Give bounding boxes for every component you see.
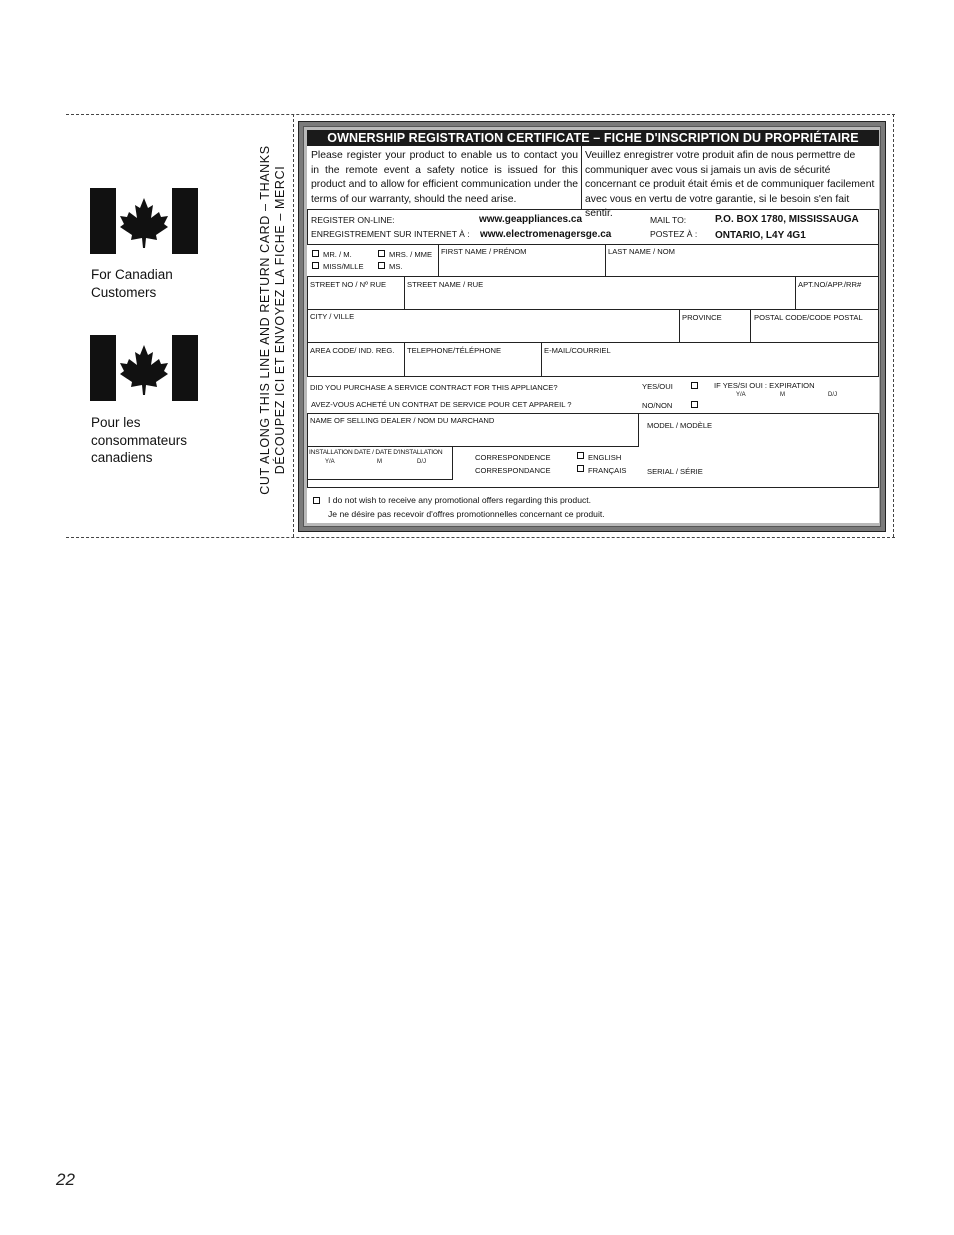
- checkbox-ms[interactable]: [378, 262, 385, 269]
- yes-label: YES/OUI: [642, 382, 673, 391]
- canada-flag-icon: [90, 188, 198, 254]
- installation-day-label: D/J: [417, 459, 426, 465]
- checkbox-francais[interactable]: [577, 465, 584, 472]
- model-label: MODEL / MODÈLE: [647, 421, 713, 430]
- checkbox-optout[interactable]: [313, 497, 320, 504]
- checkbox-mrs[interactable]: [378, 250, 385, 257]
- city-label: CITY / VILLE: [310, 312, 355, 321]
- cut-instructions: [258, 140, 294, 500]
- correspondence-label-en: CORRESPONDENCE: [475, 453, 551, 462]
- mail-address-line2: ONTARIO, L4Y 4G1: [715, 230, 806, 241]
- expiration-label: IF YES/SI OUI : EXPIRATION: [714, 381, 815, 390]
- caption-line: canadiens: [91, 450, 153, 465]
- installation-year-label: Y/A: [325, 459, 335, 465]
- checkbox-mr[interactable]: [312, 250, 319, 257]
- url-french[interactable]: www.electromenagersge.ca: [480, 229, 612, 240]
- caption-line: Pour les: [91, 415, 141, 430]
- last-name-label: LAST NAME / NOM: [608, 247, 675, 256]
- province-label: PROVINCE: [682, 313, 722, 322]
- expiration-month-label: M: [780, 392, 785, 398]
- francais-label: FRANÇAIS: [588, 466, 627, 475]
- canada-flag-icon: [90, 335, 198, 401]
- mail-to-label-fr: POSTEZ À :: [650, 229, 698, 239]
- form-title: OWNERSHIP REGISTRATION CERTIFICATE – FICHE D'INSCRIPTION DU PROPRIÉTAIRE: [307, 130, 879, 146]
- street-no-label: STREET NO / Nº RUE: [310, 280, 387, 289]
- caption-line: consommateurs: [91, 432, 188, 448]
- telephone-label: TELEPHONE/TÉLÉPHONE: [407, 346, 502, 355]
- cut-instruction-fr: DÉCOUPEZ ICI ET ENVOYEZ LA FICHE – MERCI: [273, 165, 287, 475]
- mail-address-line1: P.O. BOX 1780, MISSISSAUGA: [715, 214, 859, 225]
- installation-month-label: M: [377, 459, 382, 465]
- no-label: NO/NON: [642, 401, 673, 410]
- city-field[interactable]: [307, 309, 680, 343]
- intro-english: Please register your product to enable us to contact you in the remote event a safety notice is issued for this product and to allow for efficient communication under the terms of our warranty, should the need arise.: [311, 150, 578, 205]
- expiration-day-label: D/J: [828, 392, 837, 398]
- checkbox-english[interactable]: [577, 452, 584, 459]
- cut-instruction-en: CUT ALONG THIS LINE AND RETURN CARD – THANKS: [258, 145, 272, 495]
- street-name-label: STREET NAME / RUE: [407, 280, 484, 289]
- caption-line: Customers: [91, 284, 157, 300]
- english-label: ENGLISH: [588, 453, 622, 462]
- checkbox-no[interactable]: [691, 401, 698, 408]
- title-miss-label: MISS/MLLE: [323, 262, 364, 271]
- first-name-label: FIRST NAME / PRÉNOM: [441, 247, 527, 256]
- cut-line-right: [893, 114, 894, 537]
- page-number: 22: [56, 1170, 75, 1189]
- service-contract-question-en: DID YOU PURCHASE A SERVICE CONTRACT FOR THIS APPLIANCE?: [310, 383, 558, 392]
- area-code-label: AREA CODE/ IND. REG.: [310, 346, 395, 355]
- optout-text-fr: Je ne désire pas recevoir d'offres promotionnelles concernant ce produit.: [328, 509, 605, 519]
- intro-divider: [581, 146, 582, 210]
- flag-caption-english: [91, 266, 173, 301]
- serial-label: SERIAL / SÉRIE: [647, 467, 703, 476]
- cut-line-top: [66, 114, 895, 115]
- mail-to-label: MAIL TO:: [650, 215, 687, 225]
- service-contract-question-fr: AVEZ-VOUS ACHETÉ UN CONTRAT DE SERVICE POUR CET APPAREIL ?: [311, 400, 572, 409]
- caption-line: For Canadian: [91, 267, 173, 282]
- apt-no-label: APT.NO/APP./RR#: [798, 280, 862, 289]
- dealer-label: NAME OF SELLING DEALER / NOM DU MARCHAND: [310, 416, 495, 425]
- cut-line-bottom: [66, 537, 895, 538]
- register-online-label: REGISTER ON-LINE:: [311, 215, 395, 225]
- flag-caption-french: [91, 414, 187, 467]
- checkbox-yes[interactable]: [691, 382, 698, 389]
- register-online-label-fr: ENREGISTREMENT SUR INTERNET À :: [311, 229, 470, 239]
- installation-date-label: INSTALLATION DATE / DATE D'INSTALLATION: [309, 449, 443, 456]
- email-label: E-MAIL/COURRIEL: [544, 346, 611, 355]
- url-english[interactable]: www.geappliances.ca: [479, 214, 583, 225]
- optout-text-en: I do not wish to receive any promotional offers regarding this product.: [328, 495, 592, 505]
- postal-code-label: POSTAL CODE/CODE POSTAL: [754, 313, 863, 322]
- expiration-year-label: Y/A: [736, 392, 746, 398]
- title-mr-label: MR. / M.: [323, 250, 352, 259]
- title-ms-label: MS.: [389, 262, 403, 271]
- checkbox-miss[interactable]: [312, 262, 319, 269]
- title-mrs-label: MRS. / MME: [389, 250, 433, 259]
- intro-french: Veuillez enregistrer votre produit afin de nous permettre de communiquer avec vous si jamais un avis de sécurité concernant ce produit était émis et de communiquer facilement avec vous en vertu de votre garantie, si le besoin s'en fait sentir.: [585, 150, 875, 220]
- correspondence-label-fr: CORRESPONDANCE: [475, 466, 551, 475]
